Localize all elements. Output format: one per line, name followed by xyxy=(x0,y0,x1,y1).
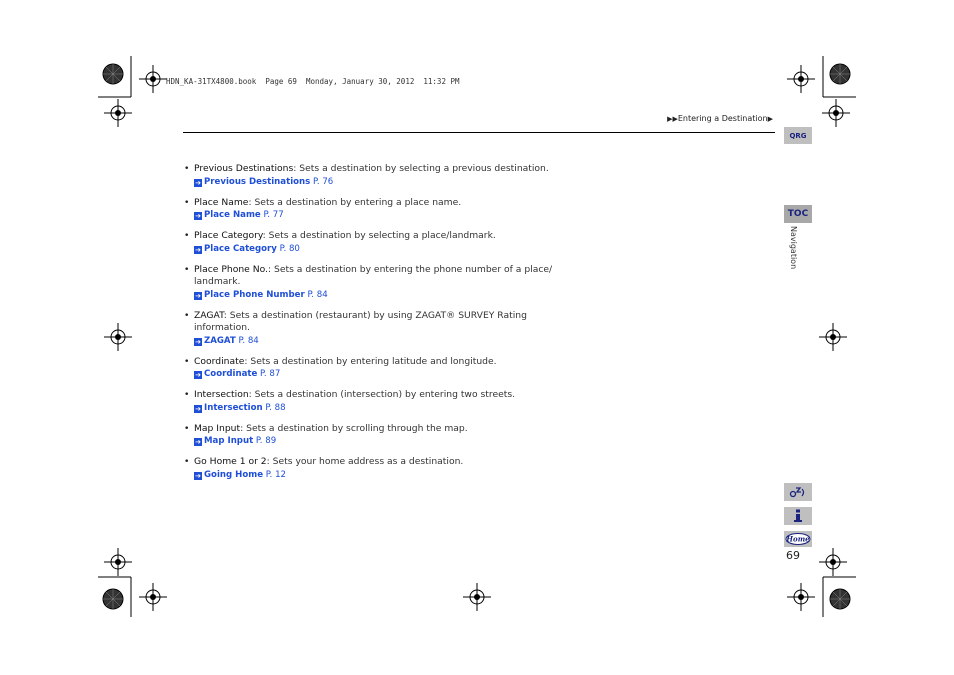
star-target-icon xyxy=(103,589,123,609)
registration-mark-icon xyxy=(139,583,167,611)
home-label: Home xyxy=(786,534,810,544)
breadcrumb-arrow-icon: ▶▶ xyxy=(667,115,678,123)
bullet-icon: • xyxy=(184,309,190,321)
registration-mark-icon xyxy=(822,99,850,127)
breadcrumb-label: Entering a Destination xyxy=(677,114,768,123)
ref-title: Map Input xyxy=(204,436,254,446)
item-description: : Sets a destination by scrolling through the map. xyxy=(240,422,468,434)
item-description: : Sets a destination (intersection) by entering two streets. xyxy=(248,389,516,400)
link-arrow-icon: ➔ xyxy=(195,371,201,379)
ref-page: P. 77 xyxy=(263,210,284,220)
link-arrow-icon: ➔ xyxy=(195,471,201,480)
registration-mark-icon xyxy=(104,99,132,127)
ref-title: ZAGAT xyxy=(204,335,236,346)
cross-reference-link[interactable] xyxy=(183,289,563,301)
item-description: : Sets a destination by entering the phone number of a place/ landmark. xyxy=(194,263,553,287)
destination-options-list xyxy=(183,163,563,490)
bullet-icon: • xyxy=(184,422,190,434)
list-item xyxy=(183,163,563,188)
page-number: 69 xyxy=(786,549,800,562)
ref-title: Place Phone Number xyxy=(204,289,305,300)
item-term: Previous Destinations xyxy=(194,163,294,174)
registration-mark-icon xyxy=(787,583,815,611)
list-item xyxy=(183,310,563,347)
bullet-icon: • xyxy=(184,163,190,174)
cross-reference-link[interactable] xyxy=(183,335,563,347)
home-button[interactable] xyxy=(784,531,812,547)
registration-mark-icon xyxy=(819,548,847,576)
cross-reference-link[interactable] xyxy=(183,176,563,188)
registration-mark-icon xyxy=(104,323,132,351)
item-description: : Sets a destination by selecting a place/landmark. xyxy=(262,230,496,241)
bullet-icon: • xyxy=(184,389,190,400)
registration-mark-icon xyxy=(787,65,815,93)
item-term: Map Input xyxy=(194,422,241,434)
item-description: : Sets your home address as a destination. xyxy=(266,456,464,467)
qrg-button[interactable]: QRG xyxy=(784,127,812,144)
ref-title: Intersection xyxy=(204,402,263,413)
registration-mark-icon xyxy=(463,583,491,611)
print-header: HDN_KA-31TX4800.book Page 69 Monday, January 30, 2012 11:32 PM xyxy=(166,77,460,86)
cross-reference-link[interactable] xyxy=(183,469,563,481)
ref-title: Previous Destinations xyxy=(204,176,311,187)
item-term: Intersection xyxy=(194,389,249,400)
header-divider xyxy=(183,132,775,133)
bullet-icon: • xyxy=(184,196,190,208)
ref-title: Place Name xyxy=(204,210,261,220)
cross-reference-link[interactable] xyxy=(183,402,563,414)
item-term: Go Home 1 or 2 xyxy=(194,456,267,467)
item-term: ZAGAT xyxy=(194,309,224,321)
star-target-icon xyxy=(103,64,123,84)
cross-reference-link[interactable] xyxy=(183,368,563,380)
ref-page: P. 89 xyxy=(255,436,277,446)
item-description: : Sets a destination by selecting a previous destination. xyxy=(293,163,549,174)
link-arrow-icon: ➔ xyxy=(195,245,201,254)
registration-mark-icon xyxy=(104,548,132,576)
item-description: : Sets a destination (restaurant) by using ZAGAT® SURVEY Rating information. xyxy=(194,309,527,333)
list-item xyxy=(183,197,563,222)
link-arrow-icon: ➔ xyxy=(195,337,201,346)
ref-page: P. 84 xyxy=(307,289,328,300)
link-arrow-icon: ➔ xyxy=(195,178,201,187)
list-item xyxy=(183,264,563,301)
voice-command-icon xyxy=(788,485,808,499)
ref-title: Going Home xyxy=(204,469,264,480)
ref-title: Coordinate xyxy=(204,369,258,379)
ref-title: Place Category xyxy=(204,243,277,254)
toc-button[interactable]: TOC xyxy=(784,205,812,223)
ref-page: P. 76 xyxy=(313,176,334,187)
breadcrumb[interactable] xyxy=(667,114,773,123)
list-item xyxy=(183,456,563,481)
bullet-icon: • xyxy=(184,355,190,367)
list-item xyxy=(183,230,563,255)
item-description: : Sets a destination by entering latitude and longitude. xyxy=(244,355,497,367)
registration-mark-icon xyxy=(819,323,847,351)
home-icon xyxy=(785,532,811,546)
item-term: Place Category xyxy=(194,230,263,241)
list-item xyxy=(183,356,563,381)
ref-page: P. 88 xyxy=(265,402,286,413)
cross-reference-link[interactable] xyxy=(183,243,563,255)
item-term: Place Phone No. xyxy=(194,263,268,275)
breadcrumb-arrow-icon: ▶ xyxy=(767,115,773,123)
bullet-icon: • xyxy=(184,263,190,275)
ref-page: P. 80 xyxy=(279,243,300,254)
star-target-icon xyxy=(830,589,850,609)
index-button[interactable] xyxy=(784,507,812,525)
item-description: : Sets a destination by entering a place name. xyxy=(248,196,462,208)
ref-page: P. 84 xyxy=(238,335,259,346)
star-target-icon xyxy=(830,64,850,84)
cross-reference-link[interactable] xyxy=(183,435,563,447)
cross-reference-link[interactable] xyxy=(183,209,563,221)
bullet-icon: • xyxy=(184,456,190,467)
item-term: Place Name xyxy=(194,196,249,208)
link-arrow-icon: ➔ xyxy=(195,404,201,413)
registration-mark-icon xyxy=(139,65,167,93)
ref-page: P. 12 xyxy=(265,469,287,480)
item-term: Coordinate xyxy=(194,355,245,367)
link-arrow-icon: ➔ xyxy=(195,291,201,300)
list-item xyxy=(183,423,563,448)
voice-command-button[interactable] xyxy=(784,483,812,501)
list-item xyxy=(183,389,563,414)
link-arrow-icon: ➔ xyxy=(195,438,201,446)
info-icon xyxy=(792,509,804,523)
section-tab-label: Navigation xyxy=(789,226,798,270)
link-arrow-icon: ➔ xyxy=(195,212,201,220)
bullet-icon: • xyxy=(184,230,190,241)
ref-page: P. 87 xyxy=(260,369,281,379)
